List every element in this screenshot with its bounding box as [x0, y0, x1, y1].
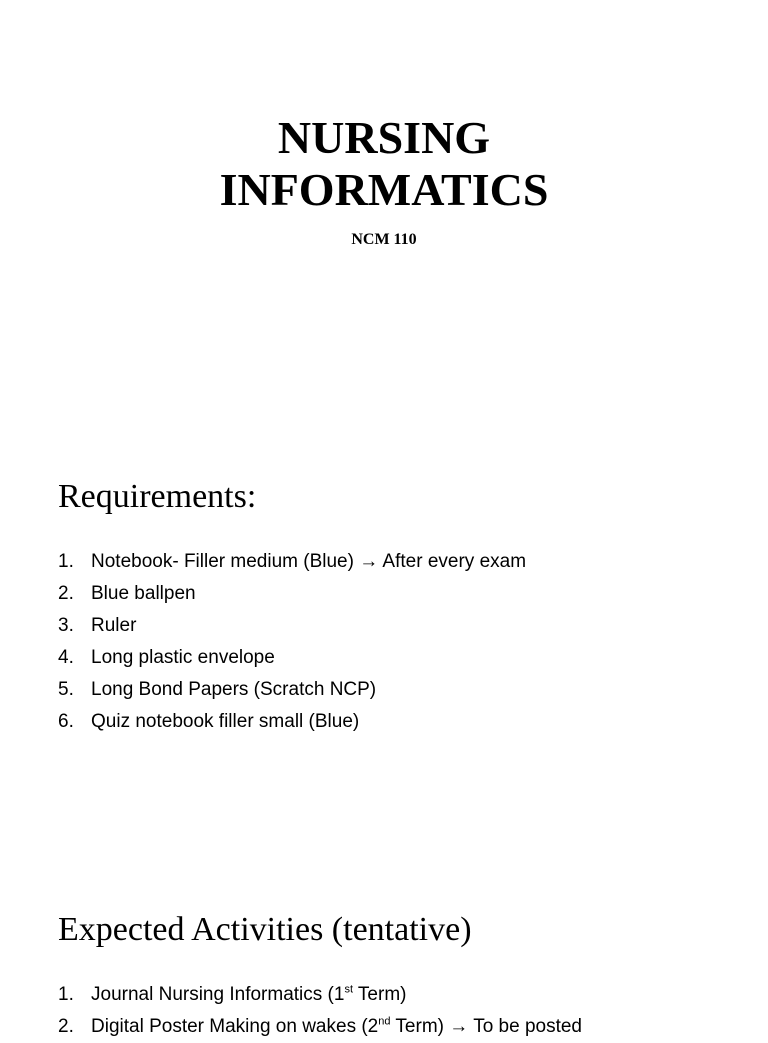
- list-item: [58, 578, 526, 610]
- list-item-number: 1.: [58, 984, 74, 1005]
- list-item-number: 1.: [58, 551, 74, 572]
- list-item-text: Long Bond Papers (Scratch NCP): [91, 679, 377, 700]
- list-item-number: 6.: [58, 711, 74, 732]
- title-line-2: INFORMATICS: [219, 164, 549, 215]
- list-item: [58, 1011, 582, 1043]
- activities-heading: Expected Activities (tentative): [58, 911, 472, 948]
- list-item-number: 4.: [58, 647, 74, 668]
- course-code: NCM 110: [351, 231, 417, 248]
- activities-list: [58, 979, 582, 1043]
- list-item-text: Long plastic envelope: [91, 647, 275, 668]
- list-item-text: Blue ballpen: [91, 583, 196, 604]
- list-item: [58, 610, 526, 642]
- list-item: [58, 546, 526, 578]
- list-item-text: Quiz notebook filler small (Blue): [91, 711, 360, 732]
- list-item-number: 5.: [58, 679, 74, 700]
- list-item: [58, 979, 582, 1011]
- list-item-text: Notebook- Filler medium (Blue) → After every exam: [91, 551, 527, 572]
- list-item: [58, 706, 526, 738]
- list-item-text: Ruler: [91, 615, 137, 636]
- requirements-list: [58, 546, 526, 738]
- title-line-1: NURSING: [277, 112, 491, 163]
- list-item-number: 3.: [58, 615, 74, 636]
- page-title: [0, 112, 768, 216]
- list-item-text: Journal Nursing Informatics (1st Term): [91, 983, 407, 1005]
- requirements-heading: Requirements:: [58, 478, 257, 515]
- list-item: [58, 674, 526, 706]
- list-item-text: Digital Poster Making on wakes (2nd Term) → To be posted: [91, 1015, 583, 1037]
- list-item-number: 2.: [58, 1016, 74, 1037]
- list-item: [58, 642, 526, 674]
- list-item-number: 2.: [58, 583, 74, 604]
